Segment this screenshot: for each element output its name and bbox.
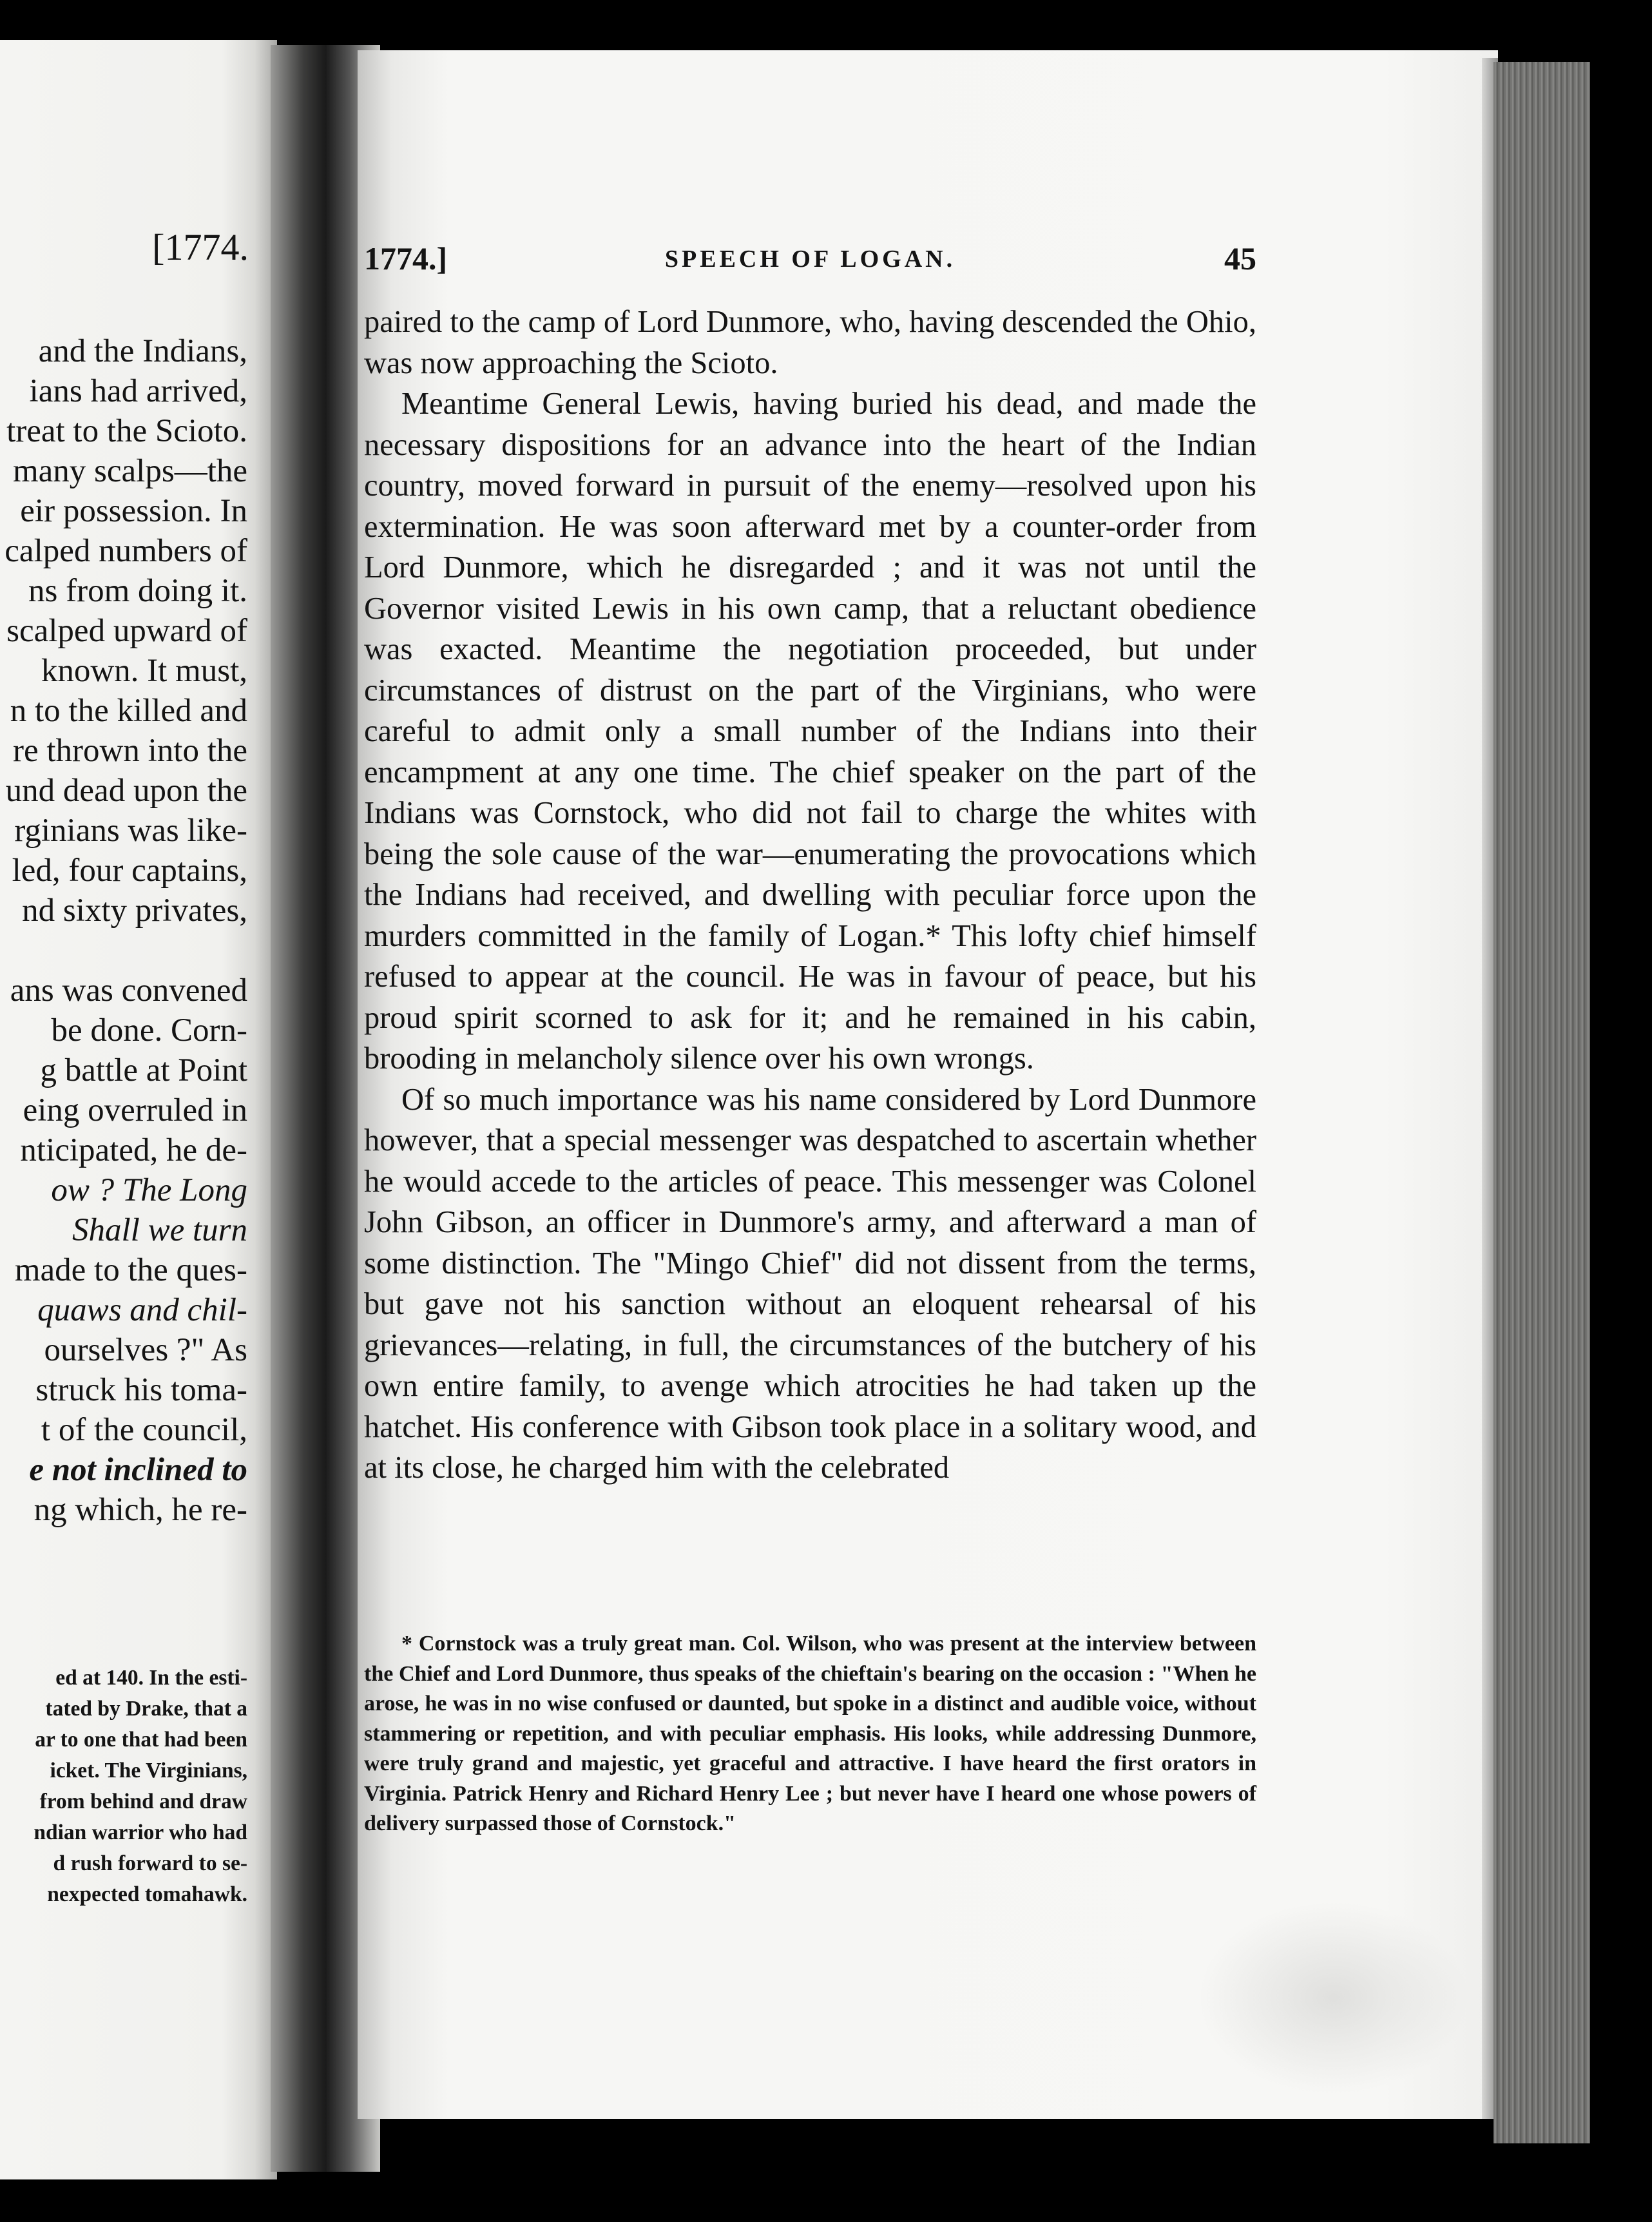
text-line: eing overruled in <box>23 1092 247 1128</box>
footnote-line: ed at 140. In the esti- <box>55 1666 247 1690</box>
text-line: ourselves ?" As <box>44 1332 247 1368</box>
text-line: ns from doing it. <box>28 573 247 609</box>
footnote-line: icket. The Virginians, <box>50 1759 247 1782</box>
text-line: ans was convened <box>10 972 247 1009</box>
text-line: g battle at Point <box>40 1052 247 1088</box>
text-line: ng which, he re- <box>34 1492 247 1528</box>
footnote-line: d rush forward to se- <box>53 1851 247 1875</box>
footnote-line: nexpected tomahawk. <box>47 1882 247 1906</box>
body-text <box>364 302 1256 1489</box>
footnote-line: ar to one that had been <box>35 1728 247 1752</box>
running-head-title: SPEECH OF LOGAN. <box>664 246 956 273</box>
paragraph: Of so much importance was his name considered by Lord Dunmore however, that a special messenger was despatched to ascertain whether he would accede to the articles of peace. This messenger was Colonel John Gibson, an officer in Dunmore's army, and afterward a man of some distinction. The "Mingo Chief" did not dissent from the terms, but gave not his sanction without an eloquent rehearsal of his grievances—relating, in full, the circumstances of the butchery of his own entire family, to avenge which atrocities he had taken up the hatchet. His conference with Gibson took place in a solitary wood, and at its close, he charged him with the celebrated <box>364 1082 1256 1485</box>
footnote-line: ndian warrior who had <box>34 1821 247 1844</box>
running-head <box>364 240 1256 285</box>
text-line: n to the killed and <box>10 693 247 729</box>
paragraph: paired to the camp of Lord Dunmore, who, having descended the Ohio, was now approaching the Scioto. <box>364 305 1256 380</box>
left-page-footnotes <box>0 1663 247 1910</box>
left-page <box>0 40 277 2179</box>
text-line: rginians was like- <box>14 813 247 849</box>
text-line: re thrown into the <box>13 733 247 769</box>
text-line: quaws and chil- <box>37 1292 247 1328</box>
text-line: scalped upward of <box>6 613 247 649</box>
page-number: 45 <box>1224 240 1256 276</box>
footnote-line: tated by Drake, that a <box>45 1697 247 1721</box>
text-line: calped numbers of <box>5 533 247 569</box>
left-page-running-head: [1774. <box>152 226 249 268</box>
text-line: led, four captains, <box>12 853 247 889</box>
text-line: ow ? The Long <box>51 1172 247 1208</box>
paragraph: Meantime General Lewis, having buried his dead, and made the necessary dispositions for an advance into the heart of the Indian country, moved forward in pursuit of the enemy—resolved upon his extermination. He was soon afterward met by a counter-order from Lord Dunmore, which he disregarded ; and it was not until the Governor visited Lewis in his own camp, that a reluctant obedience was exacted. Meantime the negotiation proceeded, but under circumstances of distrust on the part of the Virginians, who were careful to admit only a small number of the Indians into their encampment at any one time. The chief speaker on the part of the Indians was Cornstock, who did not fail to charge the whites with being the sole cause of the war—enumerating the provocations which the Indians had received, and dwelling with peculiar force upon the murders committed in the family of Logan.* This lofty chief himself refused to appear at the council. He was in favour of peace, but his proud spirit scorned to ask for it; and he remained in his cabin, brooding in melancholy silence over his own wrongs. <box>364 387 1256 1076</box>
text-line: made to the ques- <box>14 1252 247 1288</box>
text-line: eir possession. In <box>20 493 247 529</box>
text-line: t of the council, <box>41 1412 247 1448</box>
text-line: and the Indians, <box>38 333 247 369</box>
text-line: ians had arrived, <box>29 373 247 409</box>
text-line: e not inclined to <box>29 1452 247 1488</box>
text-line: nd sixty privates, <box>22 893 247 929</box>
text-line: many scalps—the <box>13 453 247 489</box>
footnote: * Cornstock was a truly great man. Col. Wilson, who was present at the interview between the Chief and Lord Dunmore, thus speaks of the chieftain's bearing on the occasion : "When he arose, he was in no wise confused or daunted, but spoke in a distinct and audible voice, without stammering or repetition, and with peculiar emphasis. His looks, while addressing Dunmore, were truly grand and majestic, yet graceful and attractive. I have heard the first orators in Virginia. Patrick Henry and Richard Henry Lee ; but never have I heard one whose powers of delivery surpassed those of Cornstock." <box>364 1632 1256 1835</box>
text-line: treat to the Scioto. <box>6 413 247 449</box>
page-edges <box>1494 62 1590 2143</box>
running-head-year: 1774.] <box>364 240 448 276</box>
text-line: nticipated, he de- <box>20 1132 247 1168</box>
text-line: struck his toma- <box>35 1372 247 1408</box>
text-line: be done. Corn- <box>51 1012 247 1048</box>
text-line: known. It must, <box>41 653 247 689</box>
text-line: Shall we turn <box>72 1212 247 1248</box>
text-line: und dead upon the <box>5 773 247 809</box>
footnote-line: from behind and draw <box>39 1790 247 1813</box>
left-page-text <box>0 331 247 1530</box>
